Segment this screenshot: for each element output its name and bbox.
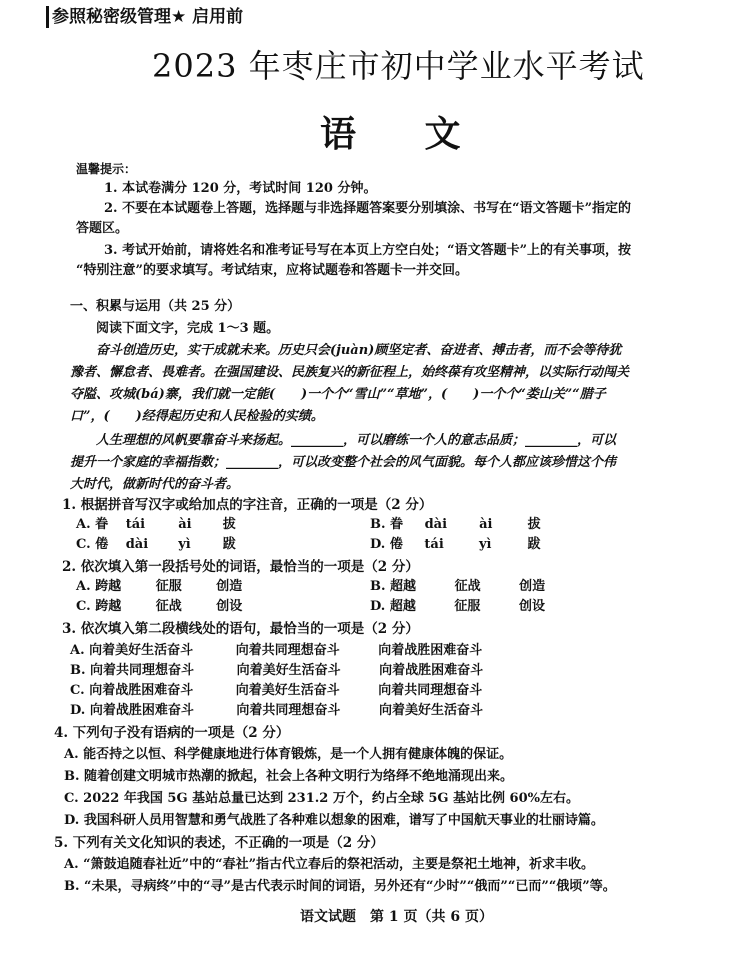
- passage-line: 提升一个家庭的幸福指数；________，可以改变整个社会的风气面貌。每个人都应该珍惜这个伟: [70, 455, 617, 470]
- tip-line: 答题区。: [76, 221, 129, 236]
- option-b: B. 随着创建文明城市热潮的掀起，社会上各种文明行为络绎不绝地涌现出来。: [64, 769, 514, 784]
- option-a: A. 向着美好生活奋斗 向着共同理想奋斗 向着战胜困难奋斗: [70, 643, 483, 658]
- question-stem: 5. 下列有关文化知识的表述，不正确的一项是（2 分）: [54, 835, 384, 851]
- option-c: C. 向着战胜困难奋斗 向着美好生活奋斗 向着共同理想奋斗: [70, 683, 483, 698]
- option-a: A. 跨越 征服 创造: [76, 579, 243, 594]
- subject-title: 语 文: [320, 113, 489, 155]
- tip-line: 3. 考试开始前，请将姓名和准考证号写在本页上方空白处；“语文答题卡”上的有关事项，按: [104, 243, 632, 258]
- option-d: D. 向着战胜困难奋斗 向着共同理想奋斗 向着美好生活奋斗: [70, 703, 483, 718]
- option-b: B. 向着共同理想奋斗 向着美好生活奋斗 向着战胜困难奋斗: [70, 663, 484, 678]
- question-stem: 1. 根据拼音写汉字或给加点的字注音，正确的一项是（2 分）: [62, 497, 433, 513]
- option-a: A. “箫鼓追随春社近”中的“春社”指古代立春后的祭祀活动，主要是祭祀土地神，祈求丰收。: [64, 857, 595, 872]
- question-stem: 3. 依次填入第二段横线处的语句，最恰当的一项是（2 分）: [62, 621, 419, 637]
- question-stem: 4. 下列句子没有语病的一项是（2 分）: [54, 725, 290, 741]
- tip-line: 2. 不要在本试题卷上答题，选择题与非选择题答案要分别填涂、书写在“语文答题卡”指定的: [104, 201, 632, 216]
- tip-line: 1. 本试卷满分 120 分，考试时间 120 分钟。: [104, 181, 377, 196]
- option-a: A. 能否持之以恒、科学健康地进行体育锻炼，是一个人拥有健康体魄的保证。: [64, 747, 513, 762]
- passage-line: 口”，( )经得起历史和人民检验的实绩。: [70, 409, 324, 424]
- secrecy-label: 参照秘密级管理★ 启用前: [46, 6, 243, 28]
- option-d: D. 我国科研人员用智慧和勇气战胜了各种难以想象的困难，谱写了中国航天事业的壮丽诗篇。: [64, 813, 604, 828]
- option-a: A. 眷 tái ài 拔: [76, 517, 236, 532]
- exam-title: 2023 年枣庄市初中学业水平考试: [152, 47, 645, 85]
- option-b: B. 眷 dài ài 拔: [370, 517, 541, 532]
- tip-line: “特别注意”的要求填写。考试结束，应将试题卷和答题卡一并交回。: [76, 263, 468, 278]
- passage-line: 大时代，做新时代的奋斗者。: [70, 477, 240, 492]
- page-footer: 语文试题 第 1 页（共 6 页）: [300, 909, 493, 925]
- passage-line: 奋斗创造历史，实干成就未来。历史只会(juàn)顾坚定者、奋进者、搏击者，而不会等待犹: [96, 343, 622, 358]
- option-c: C. 2022 年我国 5G 基站总量已达到 231.2 万个，约占全球 5G 基站比例 60%左右。: [64, 791, 580, 806]
- section-instruction: 阅读下面文字，完成 1～3 题。: [96, 321, 280, 336]
- passage-line: 夺隘、攻城(bá)寨，我们就一定能( )一个个“雪山”“草地”，( )一个个“娄山关”“腊子: [70, 387, 606, 402]
- passage-line: 人生理想的风帆要靠奋斗来扬起。________，可以磨练一个人的意志品质；________，可以: [96, 433, 617, 448]
- section-title: 一、积累与运用（共 25 分）: [70, 299, 241, 314]
- option-c: C. 倦 dài yì 跋: [76, 537, 236, 552]
- passage-line: 豫者、懈怠者、畏难者。在强国建设、民族复兴的新征程上，始终葆有攻坚精神，以实际行动闯关: [70, 365, 630, 380]
- tips-label: 温馨提示：: [76, 162, 137, 176]
- option-d: D. 倦 tái yì 跋: [370, 537, 541, 552]
- option-b: B. “未果，寻病终”中的“寻”是古代表示时间的词语，另外还有“少时”“俄而”“已而”“俄顷”等。: [64, 879, 616, 894]
- option-d: D. 超越 征服 创设: [370, 599, 545, 614]
- option-b: B. 超越 征战 创造: [370, 579, 546, 594]
- option-c: C. 跨越 征战 创设: [76, 599, 243, 614]
- question-stem: 2. 依次填入第一段括号处的词语，最恰当的一项是（2 分）: [62, 559, 419, 575]
